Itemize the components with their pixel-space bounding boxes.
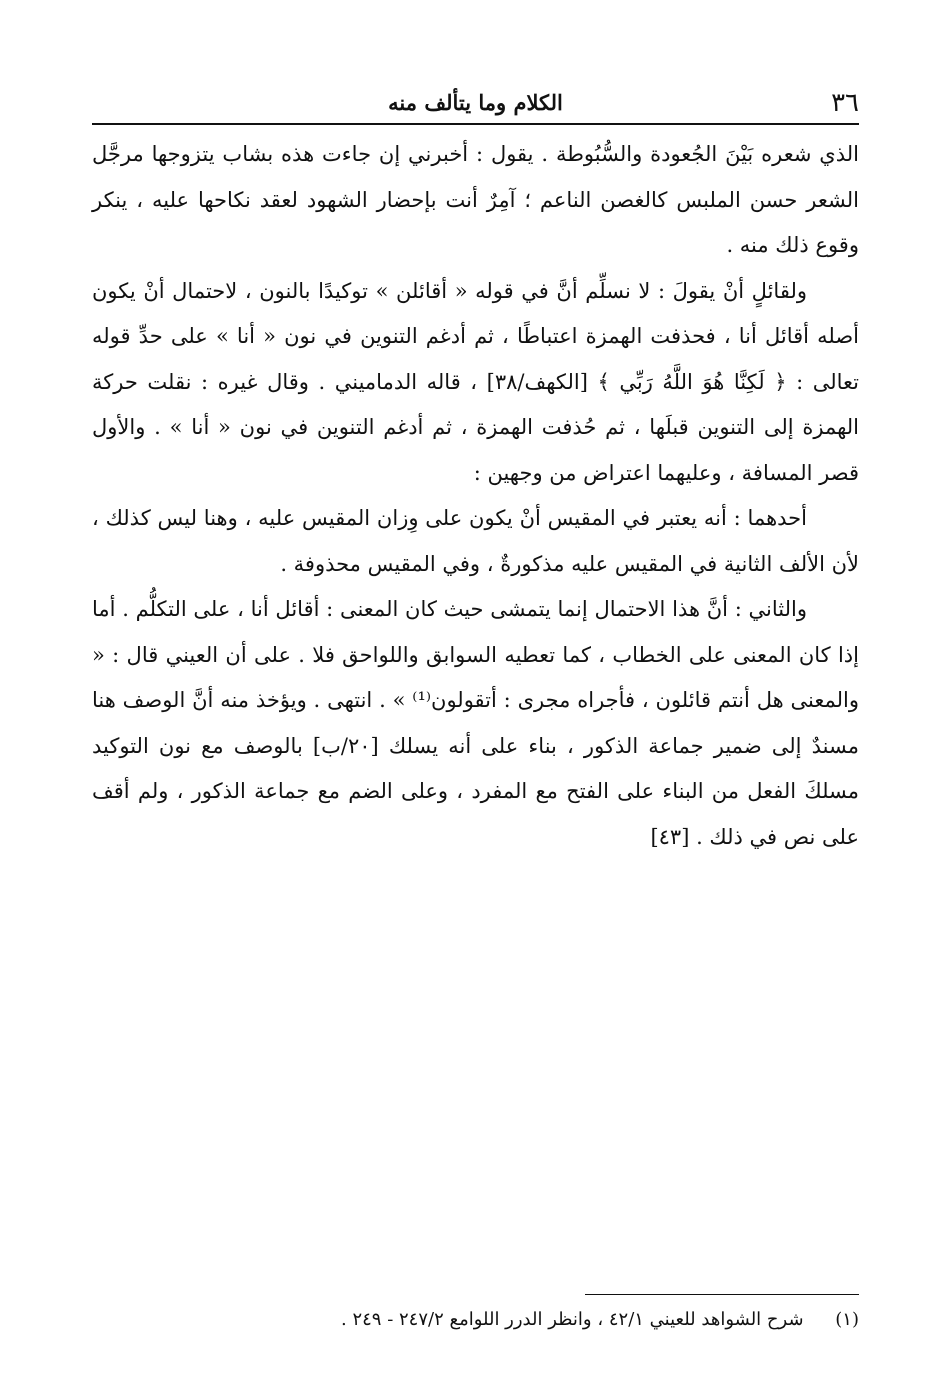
footnote bbox=[92, 1306, 859, 1334]
footnote-number: (١) bbox=[835, 1309, 859, 1330]
footnote-rule bbox=[585, 1294, 859, 1295]
paragraph: ولقائلٍ أنْ يقولَ : لا نسلِّم أنَّ في قوله « أقائلن » توكيدًا بالنون ، لاحتمال أنْ يكون أصله أقائل أنا ، فحذفت الهمزة اعتباطًا ، ثم أدغم التنوين في نون « أنا » على حدِّ قوله تعالى : ﴿ لَكِنَّا هُوَ اللَّهُ رَبِّي ﴾ [الكهف/٣٨] ، قاله الدماميني . وقال غيره : نقلت حركة الهمزة إلى التنوين قبلَها ، ثم حُذفت الهمزة ، ثم أدغم التنوين في نون « أنا » . والأول قصر المسافة ، وعليهما اعتراض من وجهين : bbox=[92, 278, 859, 485]
footnote-text: شرح الشواهد للعيني ٤٢/١ ، وانظر الدرر اللوامع ٢٤٧/٢ - ٢٤٩ . bbox=[341, 1309, 804, 1330]
page-header bbox=[92, 86, 859, 122]
page-number: ٣٦ bbox=[831, 88, 859, 118]
header-rule bbox=[92, 123, 859, 125]
paragraph: والثاني : أنَّ هذا الاحتمال إنما يتمشى حيث كان المعنى : أقائل أنا ، على التكلُّم . أما إذا كان المعنى على الخطاب ، كما تعطيه السوابق واللواحق فلا . على أن العيني قال : « والمعنى هل أنتم قائلون ، فأجراه مجرى : أتقولون⁽¹⁾ » . انتهى . ويؤخذ منه أنَّ الوصف هنا مسندٌ إلى ضمير جماعة الذكور ، بناء على أنه يسلك [٢٠/ب] بالوصف مع نون التوكيد مسلكَ الفعل من البناء على الفتح مع المفرد ، وعلى الضم مع جماعة الذكور ، ولم أقف على نص في ذلك . [٤٣] bbox=[92, 597, 859, 849]
main-text bbox=[92, 132, 859, 860]
paragraph: الذي شعره بَيْنَ الجُعودة والسُّبُوطة . يقول : أخبرني إن جاءت هذه بشاب يتزوجها مرجَّل الشعر حسن الملبس كالغصن الناعم ؛ آمِرٌ أنت بإحضار الشهود لعقد نكاحها عليه ، ينكر وقوع ذلك منه . bbox=[92, 142, 859, 257]
running-title: الكلام وما يتألف منه bbox=[388, 90, 563, 115]
paragraph: أحدهما : أنه يعتبر في المقيس أنْ يكون على وِزان المقيس عليه ، وهنا ليس كذلك ، لأن الألف الثانية في المقيس عليه مذكورةٌ ، وفي المقيس محذوفة . bbox=[92, 506, 859, 576]
